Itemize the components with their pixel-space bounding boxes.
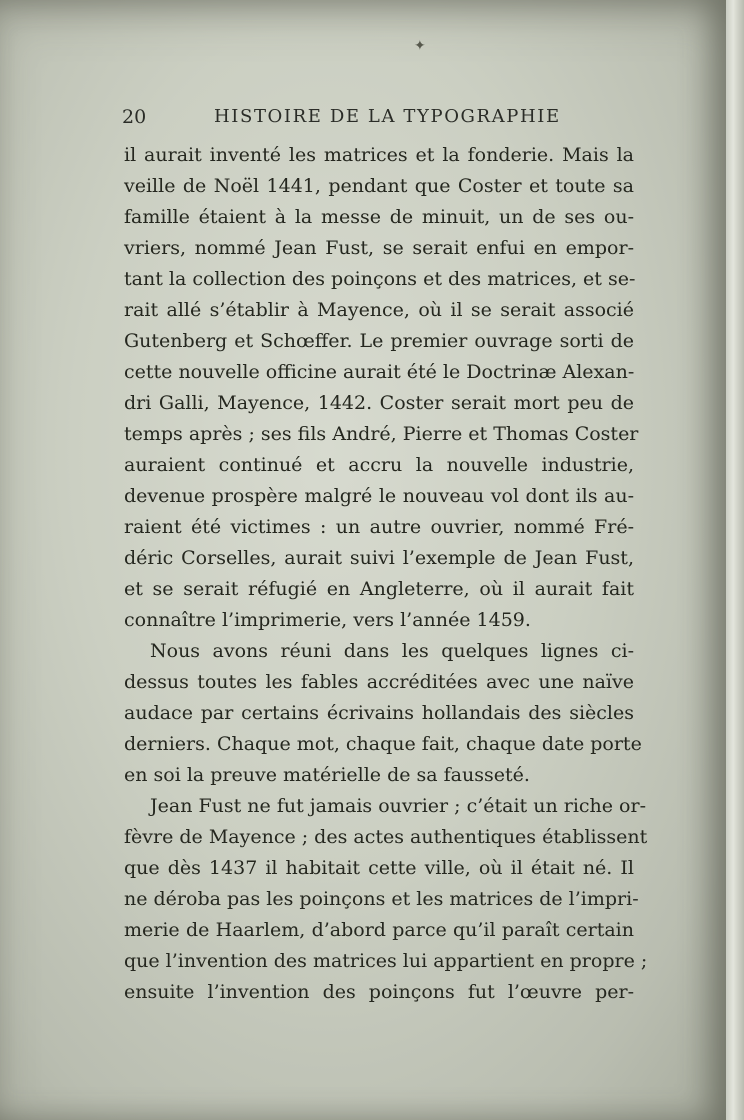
text-line: déric Corselles, aurait suivi l’exemple de Jean Fust, [124, 547, 634, 569]
page-number: 20 [122, 106, 147, 128]
text-line: ensuite l’invention des poinçons fut l’œuvre per- [124, 981, 634, 1003]
text-line: auraient continué et accru la nouvelle industrie, [124, 454, 634, 476]
text-line: vriers, nommé Jean Fust, se serait enfui en empor- [124, 237, 634, 259]
text-line: tant la collection des poinçons et des matrices, et se- [124, 268, 636, 290]
text-line: devenue prospère malgré le nouveau vol dont ils au- [124, 485, 634, 507]
body-text [124, 140, 648, 1008]
page-header [122, 104, 630, 134]
text-line: dessus toutes les fables accréditées avec une naïve [124, 671, 634, 693]
text-line: derniers. Chaque mot, chaque fait, chaque date porte [124, 733, 642, 755]
text-line: que l’invention des matrices lui appartient en propre ; [124, 950, 648, 972]
text-line: il aurait inventé les matrices et la fonderie. Mais la [124, 144, 634, 166]
text-line: merie de Haarlem, d’abord parce qu’il paraît certain [124, 919, 634, 941]
text-line: Gutenberg et Schœffer. Le premier ouvrage sorti de [124, 330, 634, 352]
text-line: audace par certains écrivains hollandais des siècles [124, 702, 634, 724]
text-line: Jean Fust ne fut jamais ouvrier ; c’était un riche or- [150, 795, 646, 817]
text-line: temps après ; ses fils André, Pierre et Thomas Coster [124, 423, 639, 445]
page-edge [726, 0, 744, 1120]
text-line: Nous avons réuni dans les quelques lignes ci- [150, 640, 634, 662]
text-line: veille de Noël 1441, pendant que Coster et toute sa [124, 175, 634, 197]
text-line: connaître l’imprimerie, vers l’année 1459. [124, 609, 531, 631]
text-line: cette nouvelle officine aurait été le Doctrinæ Alexan- [124, 361, 635, 383]
text-line: rait allé s’établir à Mayence, où il se serait associé [124, 299, 634, 321]
text-line: fèvre de Mayence ; des actes authentiques établissent [124, 826, 648, 848]
text-line: que dès 1437 il habitait cette ville, où il était né. Il [124, 857, 634, 879]
text-line: raient été victimes : un autre ouvrier, nommé Fré- [124, 516, 634, 538]
text-line: en soi la preuve matérielle de sa fausseté. [124, 764, 530, 786]
running-title: HISTOIRE DE LA TYPOGRAPHIE [214, 106, 561, 127]
text-line: famille étaient à la messe de minuit, un de ses ou- [124, 206, 634, 228]
pencil-mark: ✦ [414, 38, 426, 54]
text-line: ne déroba pas les poinçons et les matrices de l’impri- [124, 888, 639, 910]
text-line: dri Galli, Mayence, 1442. Coster serait mort peu de [124, 392, 634, 414]
text-line: et se serait réfugié en Angleterre, où il aurait fait [124, 578, 634, 600]
